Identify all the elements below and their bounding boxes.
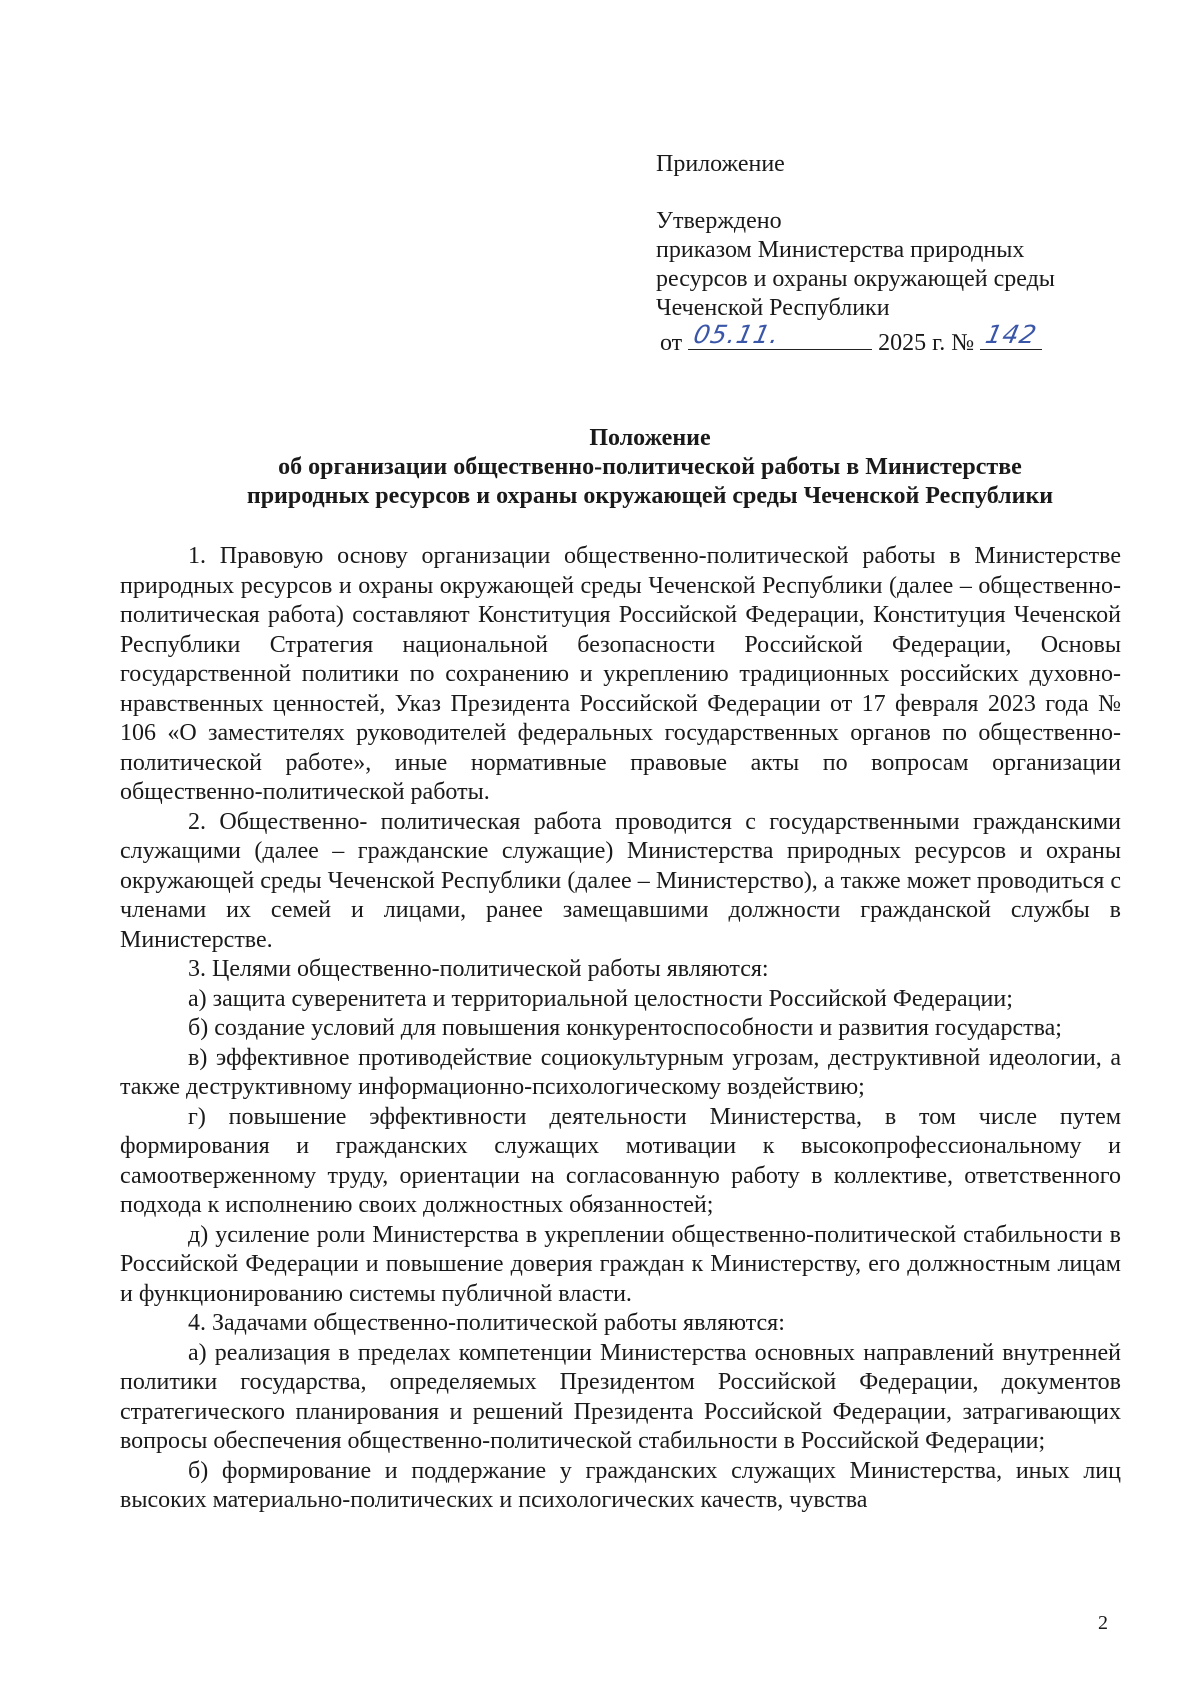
approval-date-line [656, 320, 1136, 358]
approval-line-1: приказом Министерства природных [656, 237, 1025, 263]
paragraph-3d: д) усиление роли Министерства в укреплении общественно-политической стабильности в Российской Федерации и повышение доверия граждан к Министерству, его должностным лицам и функционированию системы публичной власти. [120, 1221, 1121, 1307]
page-number: 2 [1098, 1612, 1108, 1634]
year-number-label: 2025 г. № [878, 330, 975, 356]
approval-line-2: ресурсов и охраны окружающей среды [656, 266, 1055, 292]
paragraph-3: 3. Целями общественно-политической работы являются: [188, 956, 769, 982]
approval-block [656, 150, 1136, 358]
date-prefix: от [660, 330, 683, 356]
paragraph-3b: б) создание условий для повышения конкурентоспособности и развития государства; [188, 1015, 1062, 1041]
approved-label: Утверждено [656, 208, 782, 234]
document-title [120, 424, 1180, 511]
appendix-label: Приложение [656, 151, 785, 177]
paragraph-4: 4. Задачами общественно-политической работы являются: [188, 1310, 785, 1336]
handwritten-number: 142 [983, 320, 1041, 349]
handwritten-date: 05.11. [691, 320, 783, 349]
title-line-2: об организации общественно-политической работы в Министерстве [278, 454, 1022, 480]
paragraph-4b: б) формирование и поддержание у гражданских служащих Министерства, иных лиц высоких материально-политических и психологических качеств, чувства [120, 1457, 1121, 1513]
order-number-field [980, 320, 1042, 350]
approval-line-3: Чеченской Республики [656, 295, 890, 321]
paragraph-2: 2. Общественно- политическая работа проводится с государственными гражданскими служащими (далее – гражданские служащие) Министерства природных ресурсов и охраны окружающей среды Чеченской Республики (далее – Министерство), а также может проводиться с членами их семей и лицами, ранее замещавшими должности гражданской службы в Министерстве. [120, 808, 1121, 953]
document-body [120, 542, 1121, 1516]
paragraph-4a: а) реализация в пределах компетенции Министерства основных направлений внутренней политики государства, определяемых Президентом Российской Федерации, документов стратегического планирования и решений Президента Российской Федерации, затрагивающих вопросы обеспечения общественно-политической стабильности в Российской Федерации; [120, 1339, 1121, 1454]
paragraph-3a: а) защита суверенитета и территориальной целостности Российской Федерации; [188, 985, 1013, 1012]
paragraph-1: 1. Правовую основу организации общественно-политической работы в Министерстве природных ресурсов и охраны окружающей среды Чеченской Республики (далее – общественно-политическая работа) составляют Конституция Российской Федерации, Конституция Чеченской Республики Стратегия национальной безопасности Российской Федерации, Основы государственной политики по сохранению и укреплению традиционных российских духовно-нравственных ценностей, Указ Президента Российской Федерации от 17 февраля 2023 года № 106 «О заместителях руководителей федеральных государственных органов по общественно-политической работе», иные нормативные правовые акты по вопросам организации общественно-политической работы. [120, 543, 1121, 805]
paragraph-3g: г) повышение эффективности деятельности Министерства, в том числе путем формирования и гражданских служащих мотивации к высокопрофессиональному и самоотверженному труду, ориентации на согласованную работу в коллективе, ответственного подхода к исполнению своих должностных обязанностей; [120, 1103, 1121, 1218]
title-line-1: Положение [589, 425, 711, 451]
date-field [688, 320, 872, 350]
title-line-3: природных ресурсов и охраны окружающей среды Чеченской Республики [246, 483, 1054, 509]
paragraph-3v: в) эффективное противодействие социокультурным угрозам, деструктивной идеологии, а также деструктивному информационно-психологическому воздействию; [120, 1044, 1121, 1100]
